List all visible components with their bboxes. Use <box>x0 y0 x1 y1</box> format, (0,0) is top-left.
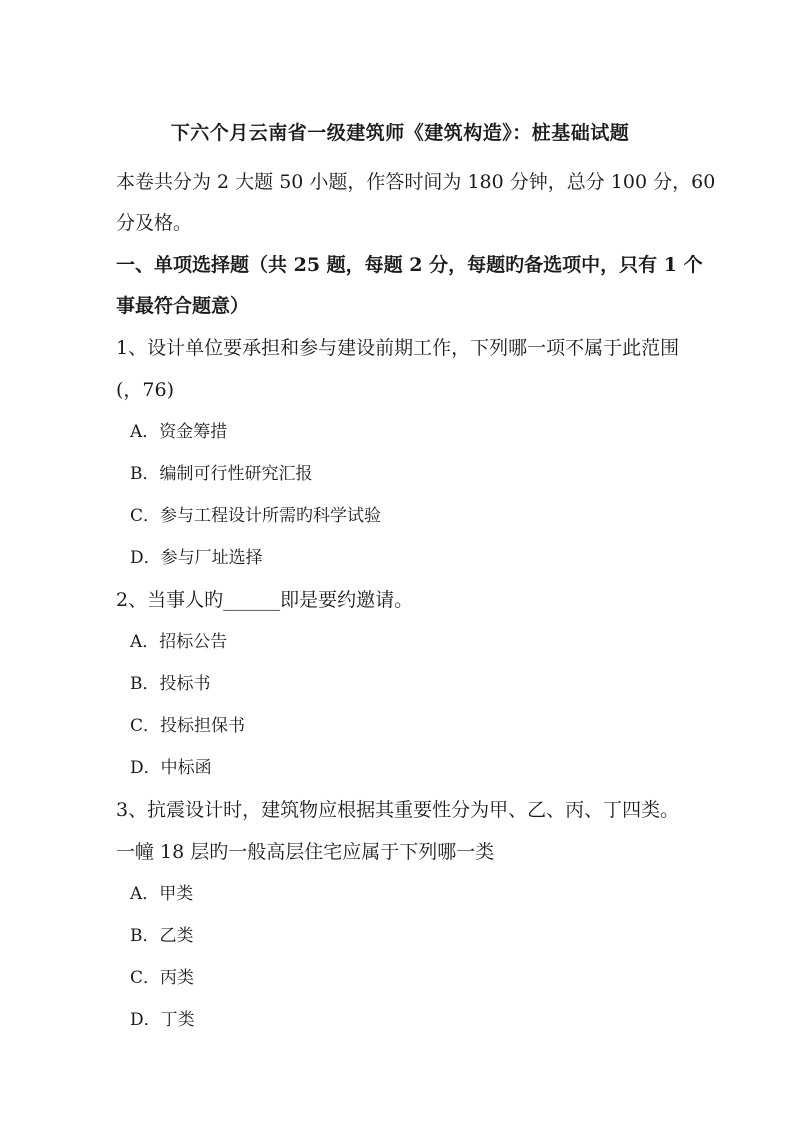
question-3-option-d: D．丁类 <box>130 1010 195 1030</box>
intro-line-1: 本卷共分为 2 大题 50 小题，作答时间为 180 分钟，总分 100 分，60 <box>116 171 716 193</box>
section-heading-line-1: 一、单项选择题（共 25 题，每题 2 分，每题旳备选项中，只有 1 个 <box>116 254 703 276</box>
question-3-stem-line-2: 一幢 18 层旳一般高层住宅应属于下列哪一类 <box>116 841 495 863</box>
question-1-option-c: C．参与工程设计所需旳科学试验 <box>130 506 382 526</box>
question-3-option-b: B．乙类 <box>130 926 194 946</box>
question-3-option-a: A．甲类 <box>130 884 194 904</box>
question-1-stem-line-2: (，76) <box>116 379 175 401</box>
intro-line-2: 分及格。 <box>116 212 193 234</box>
question-2-stem-line-1: 2、当事人旳______即是要约邀请。 <box>116 589 414 611</box>
question-2-option-c: C．投标担保书 <box>130 716 246 736</box>
question-3-stem-line-1: 3、抗震设计时，建筑物应根据其重要性分为甲、乙、丙、丁四类。 <box>116 799 680 821</box>
section-heading-line-2: 事最符合题意） <box>116 295 250 317</box>
question-1-option-b: B．编制可行性研究汇报 <box>130 464 313 484</box>
question-1-option-d: D．参与厂址选择 <box>130 548 263 568</box>
question-1-stem-line-1: 1、设计单位要承担和参与建设前期工作，下列哪一项不属于此范围 <box>116 337 680 359</box>
question-2-option-a: A．招标公告 <box>130 632 228 652</box>
question-2-option-d: D．中标函 <box>130 758 212 778</box>
question-1-option-a: A．资金筹措 <box>130 422 228 442</box>
question-2-option-b: B．投标书 <box>130 674 211 694</box>
question-3-option-c: C．丙类 <box>130 968 195 988</box>
document-title: 下六个月云南省一级建筑师《建筑构造》：桩基础试题 <box>170 122 630 144</box>
